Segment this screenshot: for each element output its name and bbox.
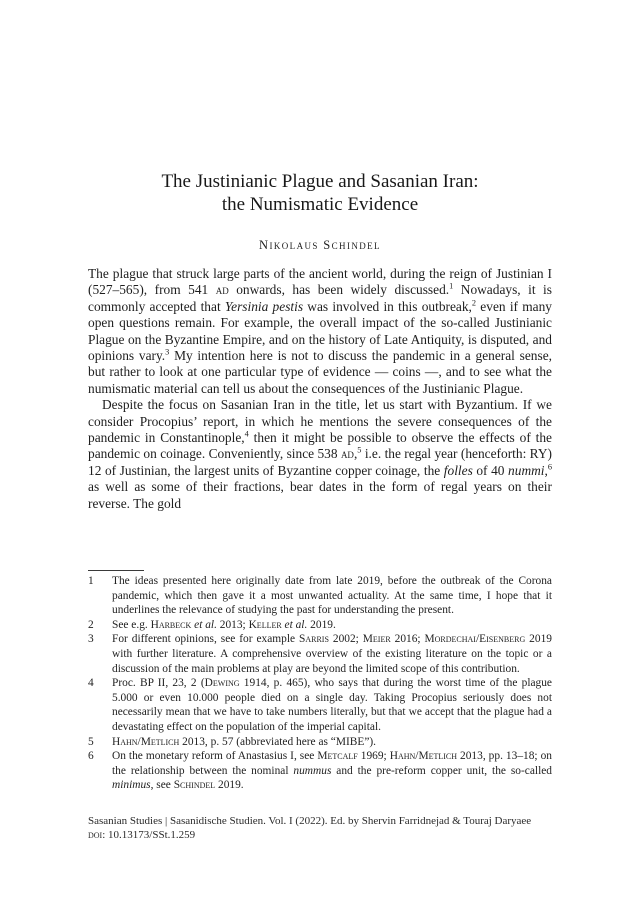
body-paragraph-2: Despite the focus on Sasanian Iran in the title, let us start with Byzantium. If we consider Procopius’ report, in which he mentions the severe consequences of the pandemic in Constantinople,$^4$ then it might be possible to observe the effects of the pandemic on coinage. Conveniently, since 538 ad,$^5$ i.e. the regal year (henceforth: RY) 12 of Justinian, the largest units of Byzantine copper coinage, the folles of 40 nummi,$^6$ as well as some of their fractions, bear dates in the form of regal years on their reverse. The gold [88,397,553,511]
footnote-number: 6 [88,750,94,763]
author-name: Nikolaus Schindel [259,238,381,252]
article-title [88,170,552,216]
footnote-text: See e.g. Harbeck et al. 2013; Keller et al. 2019. [112,618,336,631]
doi-line: doi: 10.13173/SSt.1.259 [88,829,196,841]
footnote-1 [88,574,552,618]
footnote-text: The ideas presented here originally date from late 2019, before the outbreak of the Corona pandemic, which then gave it a most unwanted actuality. At the same time, I hope that it underlines the relevance of studying the past for understanding the present. [112,575,552,617]
article-title-line1: The Justinianic Plague and Sasanian Iran: [161,171,479,192]
footnotes-section [88,574,552,793]
imprint-line: Sasanian Studies | Sasanidische Studien. Vol. I (2022). Ed. by Shervin Farridnejad & Touraj Daryaee [88,815,532,827]
footnote-6 [88,749,552,793]
footnote-number: 5 [88,735,94,748]
footnote-2 [88,618,552,633]
footnote-text: For different opinions, see for example Sarris 2002; Meier 2016; Mordechai/Eisenberg 2019 with further literature. A comprehensive overview of the existing literature on the topic or a discussion of the main problems at play are beyond the limited scope of this contribution. [112,633,552,675]
footnote-rule [88,570,144,571]
footnote-number: 3 [88,633,94,646]
page-footer [88,814,552,842]
footnote-number: 4 [88,677,94,690]
footnote-number: 2 [88,618,94,631]
footnote-4 [88,676,552,734]
article-title-line2: the Numismatic Evidence [221,194,419,215]
article-body [88,266,552,512]
footnote-text: On the monetary reform of Anastasius I, see Metcalf 1969; Hahn/Metlich 2013, pp. 13–18; on the relationship between the nominal nummus and the pre-reform copper unit, the so-called minimus, see Schindel 2019. [112,750,552,792]
footnote-5 [88,735,552,750]
footnote-text: Proc. BP II, 23, 2 (Dewing 1914, p. 465), who says that during the worst time of the plague 5.000 or even 10.000 people died on a single day. Taking Procopius seriously does not necessarily mean that we have to take numbers literally, but that we accept that the plague had a devastating effect on the population of the imperial capital. [112,677,552,733]
author-block [88,236,552,254]
footnote-text: Hahn/Metlich 2013, p. 57 (abbreviated here as “MIBE”). [112,735,377,748]
footnote-number: 1 [88,575,94,587]
body-paragraph-1: The plague that struck large parts of the ancient world, during the reign of Justinian I (527–565), from 541 ad onwards, has been widely discussed.$^1$ Nowadays, it is commonly accepted that Yersinia pestis was involved in this outbreak,$^2$ even if many open questions remain. For example, the overall impact of the so-called Justinianic Plague on the Byzantine Empire, and on the history of Late Antiquity, is disputed, and opinions vary.$^3$ My intention here is not to discuss the pandemic in a general sense, but rather to look at one particular type of evidence — coins —, and to see what the numismatic material can tell us about the consequences of the Justinianic Plague. [88,266,553,396]
footnote-3 [88,632,552,676]
